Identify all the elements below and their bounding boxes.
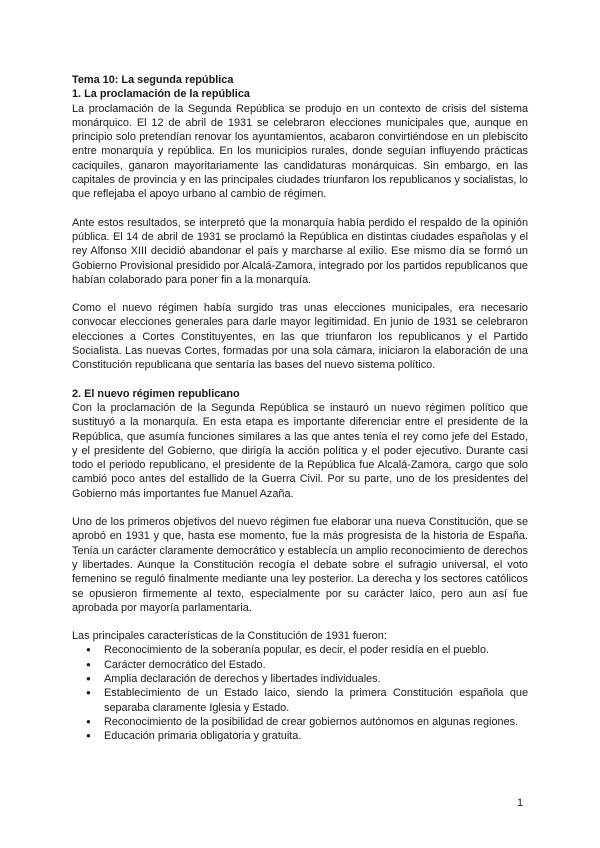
paragraph: Uno de los primeros objetivos del nuevo régimen fue elaborar una nueva Constitución, que se aprobó en 1931 y que, hasta ese momento, fue la más progresista de la historia de España. Tenía un carácter claramente democrático y establecía un amplio reconocimiento de derechos y libertades. Aunque la Constitución recogía el debate sobre el sufragio universal, el voto femenino se reguló finalmente mediante una ley posterior. La derecha y los sectores católicos se opusieron firmemente al texto, especialmente por su carácter laico, pero aun así fue aprobada por mayoría parlamentaria.	[72, 516, 528, 614]
paragraph: Ante estos resultados, se interpretó que la monarquía había perdido el respaldo de la opinión pública. El 14 de abril de 1931 se proclamó la República en distintas ciudades españolas y el rey Alfonso XIII decidió abandonar el país y marcharse al exilio. Ese mismo día se formó un Gobierno Provisional presidido por Alcalá-Zamora, integrado por los partidos republicanos que habían colaborado para poner fin a la monarquía.	[72, 216, 528, 286]
list-item-text: Establecimiento de un Estado laico, siendo la primera Constitución española que separaba claramente Iglesia y Estado.	[104, 687, 528, 714]
bullet-icon: ●	[86, 716, 91, 726]
list-item	[72, 715, 528, 729]
bullet-icon: ●	[86, 645, 91, 655]
bullet-icon: ●	[86, 731, 91, 741]
list-item-text: Reconocimiento de la posibilidad de crear gobiernos autónomos en algunas regiones.	[104, 715, 519, 728]
paragraph: Como el nuevo régimen había surgido tras unas elecciones municipales, era necesario convocar elecciones generales para darle mayor legitimidad. En junio de 1931 se celebraron elecciones a Cortes Constituyentes, en las que triunfaron los republicanos y el Partido Socialista. Las nuevas Cortes, formadas por una sola cámara, iniciaron la elaboración de una Constitución republicana que sentaría las bases del nuevo sistema político.	[72, 302, 528, 372]
paragraph: Con la proclamación de la Segunda República se instauró un nuevo régimen político que sustituyó a la monarquía. En esta etapa es importante diferenciar entre el presidente de la República, que asumía funciones similares a las que antes tenía el rey como jefe del Estado, y el presidente del Gobierno, que dirigía la acción política y el poder ejecutivo. Durante casi todo el periodo republicano, el presidente de la República fue Alcalá-Zamora, cargo que solo cambió poco antes del estallido de la Guerra Civil. Por su parte, uno de los presidentes del Gobierno más importantes fue Manuel Azaña.	[72, 401, 528, 500]
document-body	[72, 73, 528, 743]
list-item-text: Amplia declaración de derechos y libertades individuales.	[104, 672, 381, 685]
list-item-text: Educación primaria obligatoria y gratuita.	[104, 730, 302, 743]
list-item	[72, 643, 528, 657]
list-item-text: Carácter democrático del Estado.	[104, 658, 266, 671]
section-heading-proclamation: 1. La proclamación de la república	[72, 88, 250, 101]
bullet-icon: ●	[86, 659, 91, 669]
list-item	[72, 658, 528, 672]
paragraph: La proclamación de la Segunda República se produjo en un contexto de crisis del sistema monárquico. El 12 de abril de 1931 se celebraron elecciones municipales que, aunque en principio solo pretendían renovar los ayuntamientos, acabaron convirtiéndose en un plebiscito entre monarquía y república. En los municipios rurales, donde seguían influyendo prácticas caciquiles, ganaron mayoritariamente las candidaturas monárquicas. Sin embargo, en las capitales de provincia y en las principales ciudades triunfaron los republicanos y socialistas, lo que reflejaba el apoyo urbano al cambio de régimen.	[72, 102, 528, 201]
page-number: 1	[517, 797, 524, 809]
bullet-icon: ●	[86, 673, 91, 683]
list-intro: Las principales características de la Constitución de 1931 fueron:	[72, 630, 387, 643]
list-item-text: Reconocimiento de la soberanía popular, es decir, el poder residía en el pueblo.	[104, 644, 490, 657]
list-item	[72, 686, 528, 715]
constitution-features-list	[72, 643, 528, 743]
list-item	[72, 672, 528, 686]
document-title: Tema 10: La segunda república	[72, 74, 234, 86]
bullet-icon: ●	[86, 688, 91, 698]
section-heading-new-regime: 2. El nuevo régimen republicano	[72, 387, 240, 400]
list-item	[72, 729, 528, 743]
